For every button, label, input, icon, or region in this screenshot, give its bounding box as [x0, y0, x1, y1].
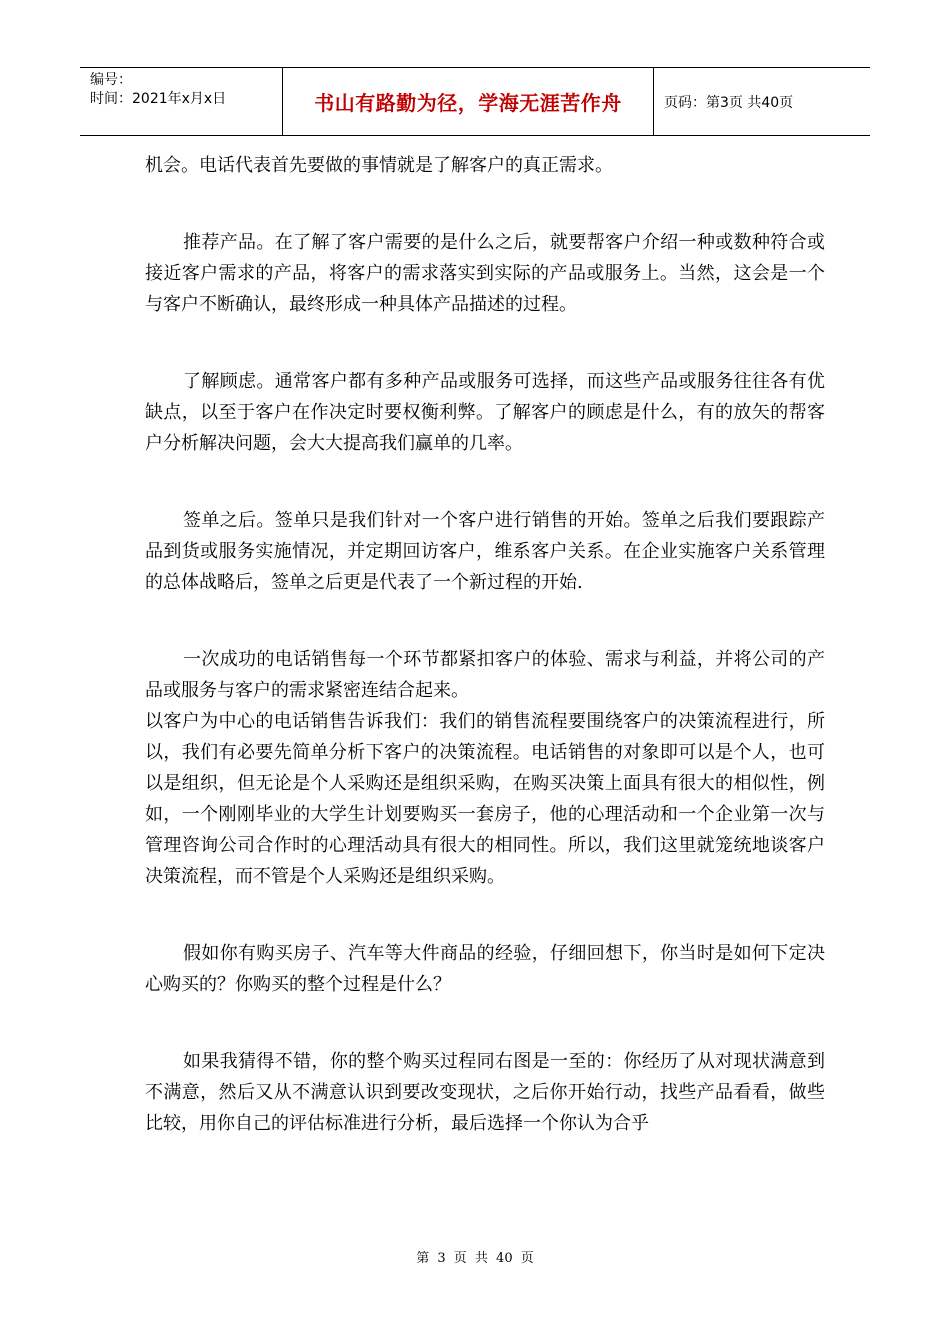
paragraph-4: 签单之后。签单只是我们针对一个客户进行销售的开始。签单之后我们要跟踪产品到货或服务实施情况，并定期回访客户，维系客户关系。在企业实施客户关系管理的总体战略后，签单之后更是代表了一个新过程的开始. — [145, 510, 825, 593]
document-number-label: 编号： — [90, 72, 132, 88]
paragraph-1: 机会。电话代表首先要做的事情就是了解客户的真正需求。 — [145, 155, 613, 176]
document-body — [145, 150, 825, 1139]
paragraph-5: 一次成功的电话销售每一个环节都紧扣客户的体验、需求与利益，并将公司的产品或服务与客户的需求紧密连结合起来。 — [145, 649, 825, 701]
page-footer: 第 3 页 共 40 页 — [416, 1251, 534, 1266]
page-header — [80, 67, 870, 136]
header-meta — [80, 68, 282, 135]
paragraph-6: 以客户为中心的电话销售告诉我们：我们的销售流程要围绕客户的决策流程进行，所以，我们有必要先简单分析下客户的决策流程。电话销售的对象即可以是个人，也可以是组织，但无论是个人采购还是组织采购，在购买决策上面具有很大的相似性，例如，一个刚刚毕业的大学生计划要购买一套房子，他的心理活动和一个企业第一次与管理咨询公司合作时的心理活动具有很大的相同性。所以，我们这里就笼统地谈客户决策流程，而不管是个人采购还是组织采购。 — [145, 711, 825, 887]
paragraph-8: 如果我猜得不错，你的整个购买过程同右图是一至的：你经历了从对现状满意到不满意，然后又从不满意认识到要改变现状，之后你开始行动，找些产品看看，做些比较，用你自己的评估标准进行分析，最后选择一个你认为合乎 — [145, 1051, 825, 1134]
paragraph-2: 推荐产品。在了解了客户需要的是什么之后，就要帮客户介绍一种或数种符合或接近客户需求的产品，将客户的需求落实到实际的产品或服务上。当然，这会是一个与客户不断确认，最终形成一种具体产品描述的过程。 — [145, 232, 825, 315]
paragraph-7: 假如你有购买房子、汽车等大件商品的经验，仔细回想下，你当时是如何下定决心购买的？你购买的整个过程是什么？ — [145, 943, 825, 995]
header-page-info: 页码：第3页 共40页 — [664, 94, 794, 111]
document-time-label: 时间：2021年x月x日 — [90, 91, 227, 107]
paragraph-3: 了解顾虑。通常客户都有多种产品或服务可选择，而这些产品或服务往往各有优缺点，以至于客户在作决定时要权衡利弊。了解客户的顾虑是什么，有的放矢的帮客户分析解决问题，会大大提高我们赢单的几率。 — [145, 371, 825, 454]
header-motto: 书山有路勤为径，学海无涯苦作舟 — [282, 68, 654, 135]
